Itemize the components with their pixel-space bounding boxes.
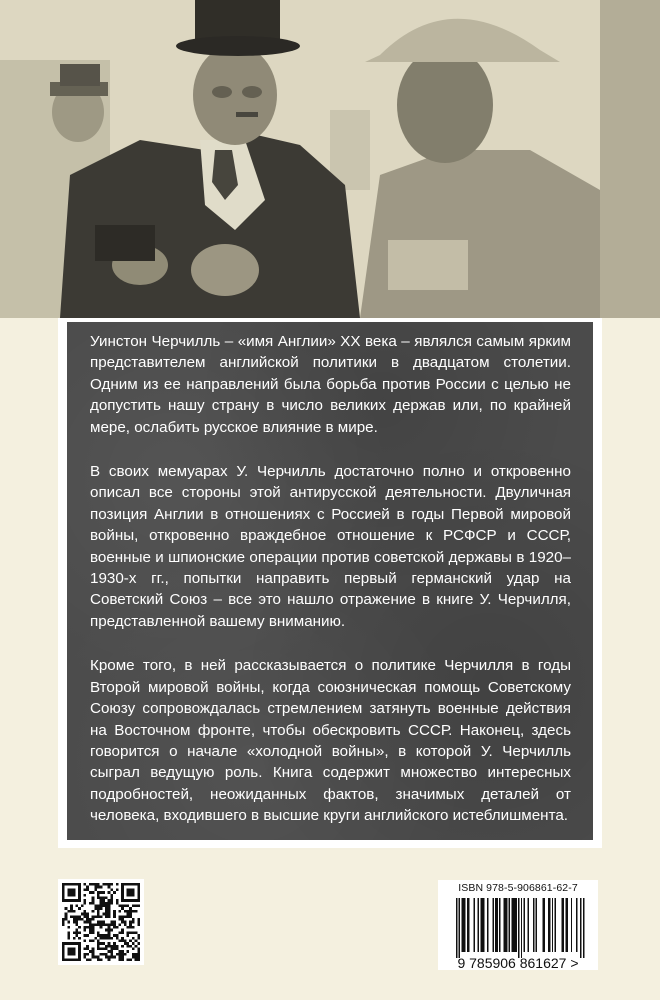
- barcode-bar: [487, 898, 488, 952]
- barcode-bar: [576, 898, 577, 952]
- barcode-bar: [533, 898, 534, 952]
- barcode-bar: [492, 898, 493, 952]
- barcode-bar: [495, 898, 496, 952]
- barcode-bar: [482, 898, 483, 952]
- barcode-bar: [524, 898, 525, 952]
- barcode-bar: [497, 898, 498, 952]
- barcode-bar: [480, 898, 481, 952]
- isbn-label: ISBN 978-5-906861-62-7: [458, 882, 578, 894]
- barcode-bar: [567, 898, 568, 952]
- barcode-bar: [478, 898, 479, 952]
- isbn-block: [438, 880, 598, 970]
- cover-photo: [0, 0, 660, 318]
- barcode-bar: [571, 898, 572, 952]
- barcode-bar: [518, 898, 519, 958]
- barcode-bar: [483, 898, 484, 952]
- barcode-bar: [544, 898, 545, 952]
- qr-code-box: [58, 879, 144, 965]
- barcode-bar: [580, 898, 581, 958]
- barcode-bar: [506, 898, 507, 952]
- barcode-bar: [474, 898, 475, 952]
- barcode-bar: [536, 898, 537, 952]
- qr-code: [62, 883, 140, 961]
- barcode-bar: [565, 898, 566, 952]
- barcode-bars: [456, 898, 584, 958]
- paragraph-intro: Уинстон Черчилль – «имя Англии» XX века – являлся самым ярким представителем английской политики в двадцатом столетии. Одним из ее направлений была борьба против России с целью не допустить нашу страну в число великих держав или, по крайней мере, ослабить русское влияние в мире.: [90, 333, 571, 436]
- barcode-bar: [468, 898, 469, 952]
- barcode-bar: [464, 898, 465, 952]
- barcode-bar: [509, 898, 510, 952]
- barcode-bar: [456, 898, 457, 958]
- barcode-bar: [503, 898, 504, 952]
- barcode-bar: [463, 898, 464, 952]
- barcode-digits: 9 785906 861627 >: [457, 955, 579, 970]
- paragraph-memoirs: В своих мемуарах У. Черчилль достаточно полно и откровенно описал все стороны этой антирусской деятельности. Двуличная позиция Англии в отношениях с Россией в годы Первой мировой войны, откровенно враждебное отношение к РСФСР и СССР, военные и шпионские операции против советской державы в 1920–1930-х гг., попытки направить первый германский удар на Советский Союз – все это нашло отражение в книге У. Черчилля, представленной вашему вниманию.: [90, 463, 571, 630]
- barcode-bar: [561, 898, 562, 952]
- barcode-bar: [583, 898, 584, 958]
- barcode-bar: [552, 898, 553, 952]
- barcode-bar: [563, 898, 564, 952]
- barcode-bar: [461, 898, 462, 952]
- barcode-bar: [467, 898, 468, 952]
- barcode-bar: [515, 898, 516, 952]
- paragraph-ww2: Кроме того, в ней рассказывается о политике Черчилля в годы Второй мировой войны, когда союзническая помощь Советскому Союзу сопровождалась стремлением затянуть военные действия на Восточном фронте, чтобы обескровить СССР. Наконец, здесь говорится о начале «холодной войны», в которой У. Черчилль сыграл ведущую роль. Книга содержит множество интересных подробностей, неожиданных фактов, значимых деталей от человека, входившего в высшие круги английского истеблишмента.: [90, 657, 571, 825]
- barcode-bar: [505, 898, 506, 952]
- barcode-bar: [499, 898, 500, 952]
- barcode-bar: [513, 898, 514, 952]
- barcode-bar: [542, 898, 543, 952]
- barcode-bar: [514, 898, 515, 952]
- barcode-bar: [555, 898, 556, 952]
- barcode-bar: [548, 898, 549, 952]
- text-panel: [67, 322, 593, 840]
- barcode-bar: [459, 898, 460, 958]
- barcode-bar: [511, 898, 512, 952]
- barcode-bar: [549, 898, 550, 952]
- barcode: [442, 898, 594, 970]
- barcode-bar: [521, 898, 522, 958]
- barcode-bar: [528, 898, 529, 952]
